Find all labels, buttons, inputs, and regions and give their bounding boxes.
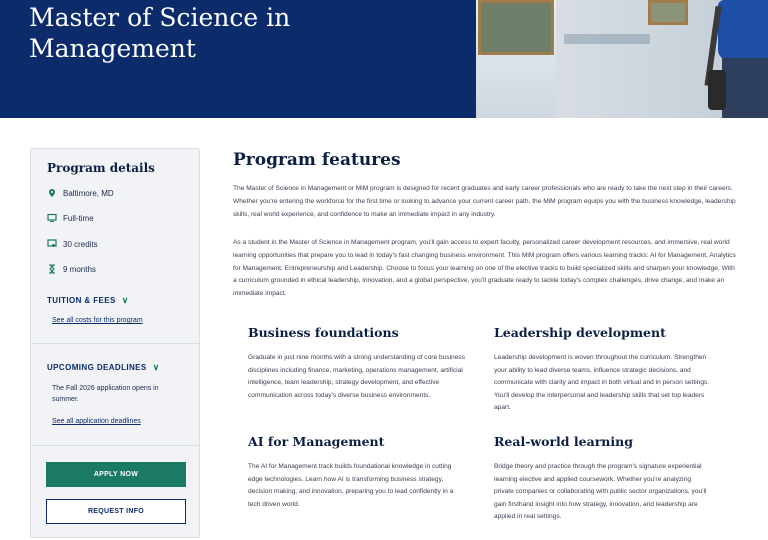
- monitor-icon: [47, 213, 57, 223]
- tuition-fees-toggle[interactable]: TUITION & FEES ∨: [47, 295, 129, 305]
- divider: [31, 343, 199, 344]
- upcoming-deadlines-toggle[interactable]: UPCOMING DEADLINES ∨: [47, 362, 160, 372]
- section-title: Program features: [233, 150, 401, 170]
- chevron-down-icon: ∨: [152, 362, 160, 372]
- feature-title-real-world: Real-world learning: [494, 434, 633, 449]
- detail-format-label: Full-time: [63, 213, 94, 223]
- hero-photo: [476, 0, 768, 118]
- map-pin-icon: [47, 188, 57, 198]
- detail-location: [47, 186, 114, 200]
- detail-credits-label: 30 credits: [63, 239, 98, 249]
- program-details-card: [30, 148, 200, 538]
- deadline-note: The Fall 2026 application opens in summer.: [52, 385, 159, 403]
- detail-credits: [47, 237, 98, 251]
- feature-title-business: Business foundations: [248, 325, 399, 340]
- feature-text-business: Graduate in just nine months with a strong understanding of core business disciplines including finance, marketing, operations management, artificial intelligence, team leadership, strategy development, and effective communication across today's diverse business environments.: [248, 354, 465, 399]
- intro-paragraph: The Master of Science in Management or MiM program is designed for recent graduates and early career professionals who are ready to take the next step in their careers. Whether you're entering the workforce for the first time or looking to advance your current career path, the MiM program equips you with the business knowledge, leadership skills, real world experience, and confidence to make an immediate impact in any industry.: [233, 185, 736, 218]
- page-title: Master of Science in Management: [29, 3, 291, 63]
- feature-text-leadership: Leadership development is woven throughout the curriculum. Strengthen your ability to lead diverse teams, influence strategic decisions, and communicate with clarity and impact in both virtual and in person settings. You'll develop the interpersonal and leadership skills that set top leaders apart.: [494, 354, 710, 411]
- tracks-paragraph: As a student in the Master of Science in Management program, you'll gain access to expert faculty, personalized career development resources, and immersive, real world learning opportunities that prepare you to lead in today's fast changing business environment. This MiM program offers various learning tracks: AI for Management, Analytics for Management, Entrepreneurship and Leadership. Choose to focus your learning on one of the elective tracks to build specialized skills and sharpen your knowledge. With a curriculum grounded in ethical leadership, innovation, and a global perspective, you'll graduate ready to tackle today's complex challenges, drive change, and make an immediate impact.: [233, 239, 736, 298]
- hero-banner: [0, 0, 768, 118]
- detail-duration: [47, 262, 96, 276]
- detail-format: [47, 211, 94, 225]
- feature-title-ai: AI for Management: [248, 434, 385, 449]
- deadlines-link[interactable]: See all application deadlines: [52, 418, 141, 425]
- certificate-icon: [47, 239, 57, 249]
- feature-text-real-world: Bridge theory and practice through the program's signature experiential learning elective and applied coursework. Whether you're analyzing private companies or collaborating with public sector organizations, you'll gain firsthand insight into how strategy, innovation, and leadership are applied in real settings.: [494, 463, 707, 520]
- request-info-button[interactable]: REQUEST INFO: [46, 499, 186, 524]
- tuition-costs-link[interactable]: See all costs for this program: [52, 317, 143, 324]
- divider: [31, 445, 199, 446]
- detail-location-label: Baltimore, MD: [63, 188, 114, 198]
- feature-title-leadership: Leadership development: [494, 325, 666, 340]
- chevron-down-icon: ∨: [121, 295, 129, 305]
- apply-now-button[interactable]: APPLY NOW: [46, 462, 186, 487]
- feature-text-ai: The AI for Management track builds foundational knowledge in cutting edge technologies. Learn how AI is transforming business strategy, decision making, and innovation, preparing you to lead confidently in a tech driven world.: [248, 463, 454, 508]
- hourglass-icon: [47, 264, 57, 274]
- program-details-title: Program details: [47, 161, 155, 175]
- detail-duration-label: 9 months: [63, 264, 96, 274]
